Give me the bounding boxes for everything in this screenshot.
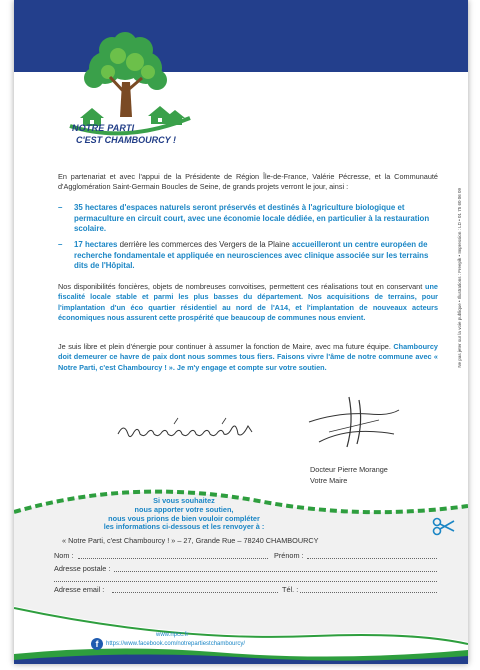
nom-field[interactable] — [78, 558, 268, 559]
logo-line-1: NOTRE PARTI — [72, 123, 135, 133]
cta-line-3: nous vous prions de bien vouloir compléter — [108, 513, 260, 523]
mailing-address: « Notre Parti, c'est Chambourcy ! » – 27, Grande Rue – 78240 CHAMBOURCY — [62, 536, 319, 545]
scissors-icon — [432, 516, 456, 536]
prenom-field[interactable] — [307, 558, 437, 559]
signatory-name: Docteur Pierre Morange — [310, 465, 388, 474]
tel-field[interactable] — [300, 592, 437, 593]
adresse-postale-field[interactable] — [114, 571, 437, 572]
list-item-2-start: 17 hectares — [74, 240, 118, 249]
facebook-link[interactable]: https://www.facebook.com/notrepartiestchambourcy/ — [106, 641, 246, 647]
cta-line-2: nous apporter votre soutien, — [134, 504, 234, 514]
paragraph-2 — [58, 282, 438, 323]
signatory-role: Votre Maire — [310, 476, 348, 485]
adresse-postale-field-line-2[interactable] — [54, 581, 437, 582]
support-call-to-action — [84, 497, 284, 532]
list-dash: – — [58, 203, 63, 212]
intro-paragraph: En partenariat et avec l'appui de la Présidente de Région Île-de-France, Valérie Pécresse, et la Communauté d'Agglomération Saint-Germain Boucles de Seine, de grands projets verront le jour, ainsi : — [58, 172, 438, 192]
paragraph-3-bold: Chambourcy doit demeurer ce havre de paix dont nous sommes tous fiers. Faisons vivre l'âme de notre commune avec « Notre Parti, c'est Chambourcy ! ». Je m'y engage et compte sur votre soutien. — [58, 342, 438, 372]
list-item-2-end: accueilleront un centre européen de recherche fondamentale et appliquée en neurosciences avec clinique associée sur les terrains dits de l'Hôpital. — [74, 240, 429, 270]
list-item — [58, 203, 438, 235]
flyer-page — [14, 0, 468, 664]
facebook-icon: f — [91, 638, 103, 650]
paragraph-3-normal: Je suis libre et plein d'énergie pour continuer à assumer la fonction de Maire, avec ma future équipe. — [58, 342, 394, 351]
prenom-label: Prénom : — [274, 551, 304, 560]
list-item — [58, 240, 438, 272]
nom-label: Nom : — [54, 551, 74, 560]
handwritten-signature-right — [299, 392, 409, 452]
website-link[interactable]: www.npcc.fr — [156, 632, 189, 638]
paragraph-2-normal: Nos disponibilités foncières, objets de nombreuses convoitises, permettent ces réalisations tout en conservant — [58, 282, 426, 291]
bottom-wave — [14, 600, 468, 664]
list-item-2-normal: derrière les commerces des Vergers de la Plaine — [117, 240, 292, 249]
tel-label: Tél. : — [282, 585, 299, 594]
cta-line-4: les informations ci-dessous et les renvoyer à : — [103, 522, 265, 532]
adresse-email-label: Adresse email : — [54, 585, 105, 594]
cta-line-1: Si vous souhaitez — [153, 496, 215, 505]
adresse-postale-label: Adresse postale : — [54, 564, 111, 573]
paragraph-2-bold: une fiscalité locale stable et parmi les plus basses du département. Nos acquisitions de terrains, pour l'implantation d'un éco quartier résidentiel au nord de l'A14, et l'implantation de nouveaux acteurs économiques nous assurent cette prospérité que beaucoup de communes nous envient. — [58, 282, 438, 322]
side-legal-note: Ne pas jeter sur la voie publique • Illustrations : Freepik • Impression : LD • 01 75 60 06 09 — [457, 188, 462, 368]
list-dash: – — [58, 240, 63, 249]
paragraph-3 — [58, 342, 438, 373]
handwritten-signature-left — [114, 414, 264, 448]
logo-line-2: C'EST CHAMBOURCY ! — [76, 135, 176, 145]
adresse-email-field[interactable] — [112, 592, 278, 593]
list-item-1-text: 35 hectares d'espaces naturels seront préservés et destinés à l'agriculture biologique et permaculture en circuit court, avec une économie locale dédiée, en particulier à la restauration scolaire. — [74, 203, 430, 233]
